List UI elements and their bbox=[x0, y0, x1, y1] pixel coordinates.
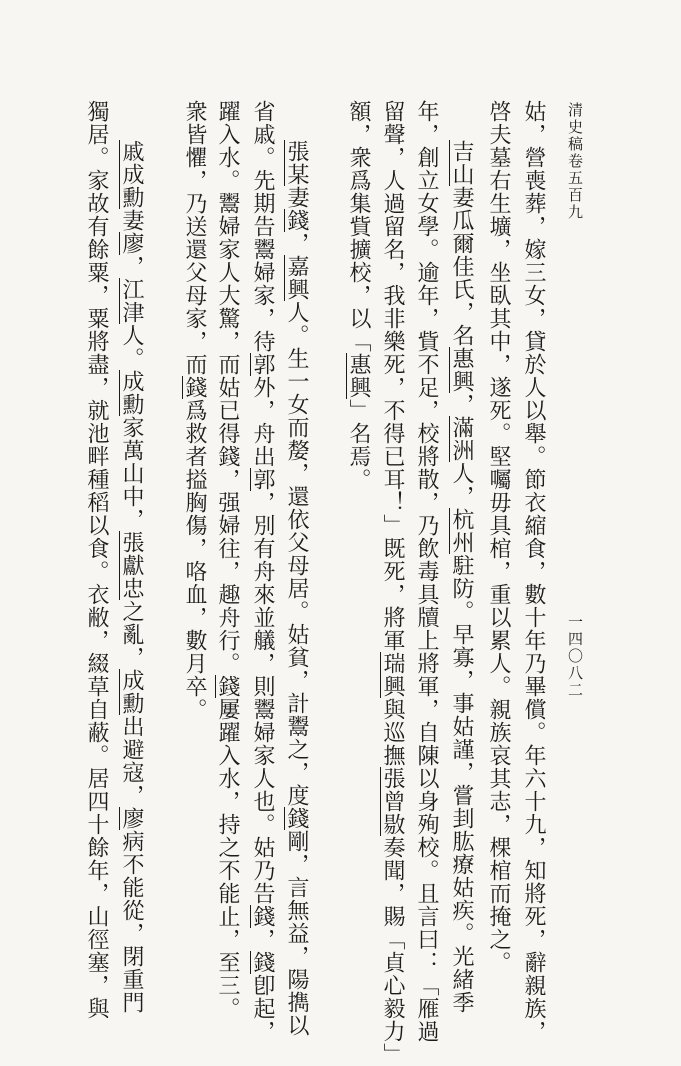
person-name: 張某 bbox=[284, 140, 309, 186]
person-name: 吉山 bbox=[449, 140, 474, 186]
text-column: 省戚。先期告鬻婦家，待郭外，舟出郭，別有舟來並艤，則鬻婦家人也。姑乃告錢，錢卽起， bbox=[250, 100, 275, 1043]
place-name: 郭 bbox=[250, 468, 275, 491]
person-name: 錢 bbox=[182, 376, 207, 399]
text-column: 年，創立女學。逾年，貲不足，校將散，乃飲毒具牘上將軍，自陳以身殉校。且言曰：「雁過 bbox=[414, 100, 439, 1043]
person-name: 張曾敭 bbox=[380, 767, 405, 836]
place-name: 嘉興 bbox=[284, 255, 309, 301]
person-name: 張獻忠 bbox=[119, 531, 144, 600]
text-column: 啓夫墓右生壙，坐臥其中，遂死。堅囑毋具棺，重以累人。親族哀其志，棵棺而掩之。 bbox=[486, 100, 511, 974]
person-name: 惠興 bbox=[449, 347, 474, 393]
text-column: 留聲，人過留名，我非樂死，不得已耳！」既死，將軍瑞興與巡撫張曾敭奏聞，賜「貞心毅力」 bbox=[380, 100, 405, 1066]
person-name: 惠興 bbox=[346, 353, 371, 399]
text-column: 張某妻錢，嘉興人。生一女而嫠，還依父母居。姑貧，計鬻之，度錢剛，言無益，陽擕以 bbox=[284, 140, 309, 1037]
book-title: 清史稿卷五百九 bbox=[566, 102, 584, 221]
person-name: 錢 bbox=[250, 951, 275, 974]
person-name: 廖 bbox=[119, 807, 144, 830]
place-name: 滿洲 bbox=[449, 416, 474, 462]
person-name: 戚成勳 bbox=[119, 140, 144, 209]
person-name: 廖 bbox=[119, 232, 144, 255]
person-name: 錢 bbox=[284, 209, 309, 232]
place-name: 杭州 bbox=[449, 508, 474, 554]
text-column: 躍入水。鬻婦家人大驚，而姑已得錢，强婦往，趣舟行。錢屢躍入水，持之不能止，至三。 bbox=[215, 100, 240, 1020]
person-name: 錢 bbox=[215, 675, 240, 698]
text-column: 衆皆懼，乃送還父母家，而錢爲救者搤胸傷，咯血，數月卒。 bbox=[182, 100, 207, 721]
person-name: 錢 bbox=[284, 807, 309, 830]
text-column: 額，衆爲集貲擴校，以「惠興」名焉。 bbox=[346, 100, 371, 491]
person-name: 成勳 bbox=[119, 669, 144, 715]
person-name: 錢 bbox=[250, 905, 275, 928]
text-column: 吉山妻瓜爾佳氏，名惠興，滿洲人，杭州駐防。早寡，事姑謹，嘗刲肱療姑疾。光緒季 bbox=[449, 140, 474, 1014]
text-column: 姑，營喪葬，嫁三女，貸於人以舉。節衣縮食，數十年乃畢償。年六十九，知將死，辭親族， bbox=[521, 100, 546, 1043]
text-column: 戚成勳妻廖，江津人。成勳家萬山中，張獻忠之亂，成勳出避寇，廖病不能從，閉重門 bbox=[119, 140, 144, 1014]
place-name: 江津 bbox=[119, 278, 144, 324]
page-number: 一四〇八二 bbox=[566, 614, 584, 699]
person-name: 瑞興 bbox=[380, 652, 405, 698]
person-name: 成勳 bbox=[119, 370, 144, 416]
place-name: 郭 bbox=[250, 353, 275, 376]
text-column: 獨居。家故有餘粟，粟將盡，就池畔種稻以食。衣敝，綴草自蔽。居四十餘年，山徑塞，與 bbox=[84, 100, 109, 1020]
